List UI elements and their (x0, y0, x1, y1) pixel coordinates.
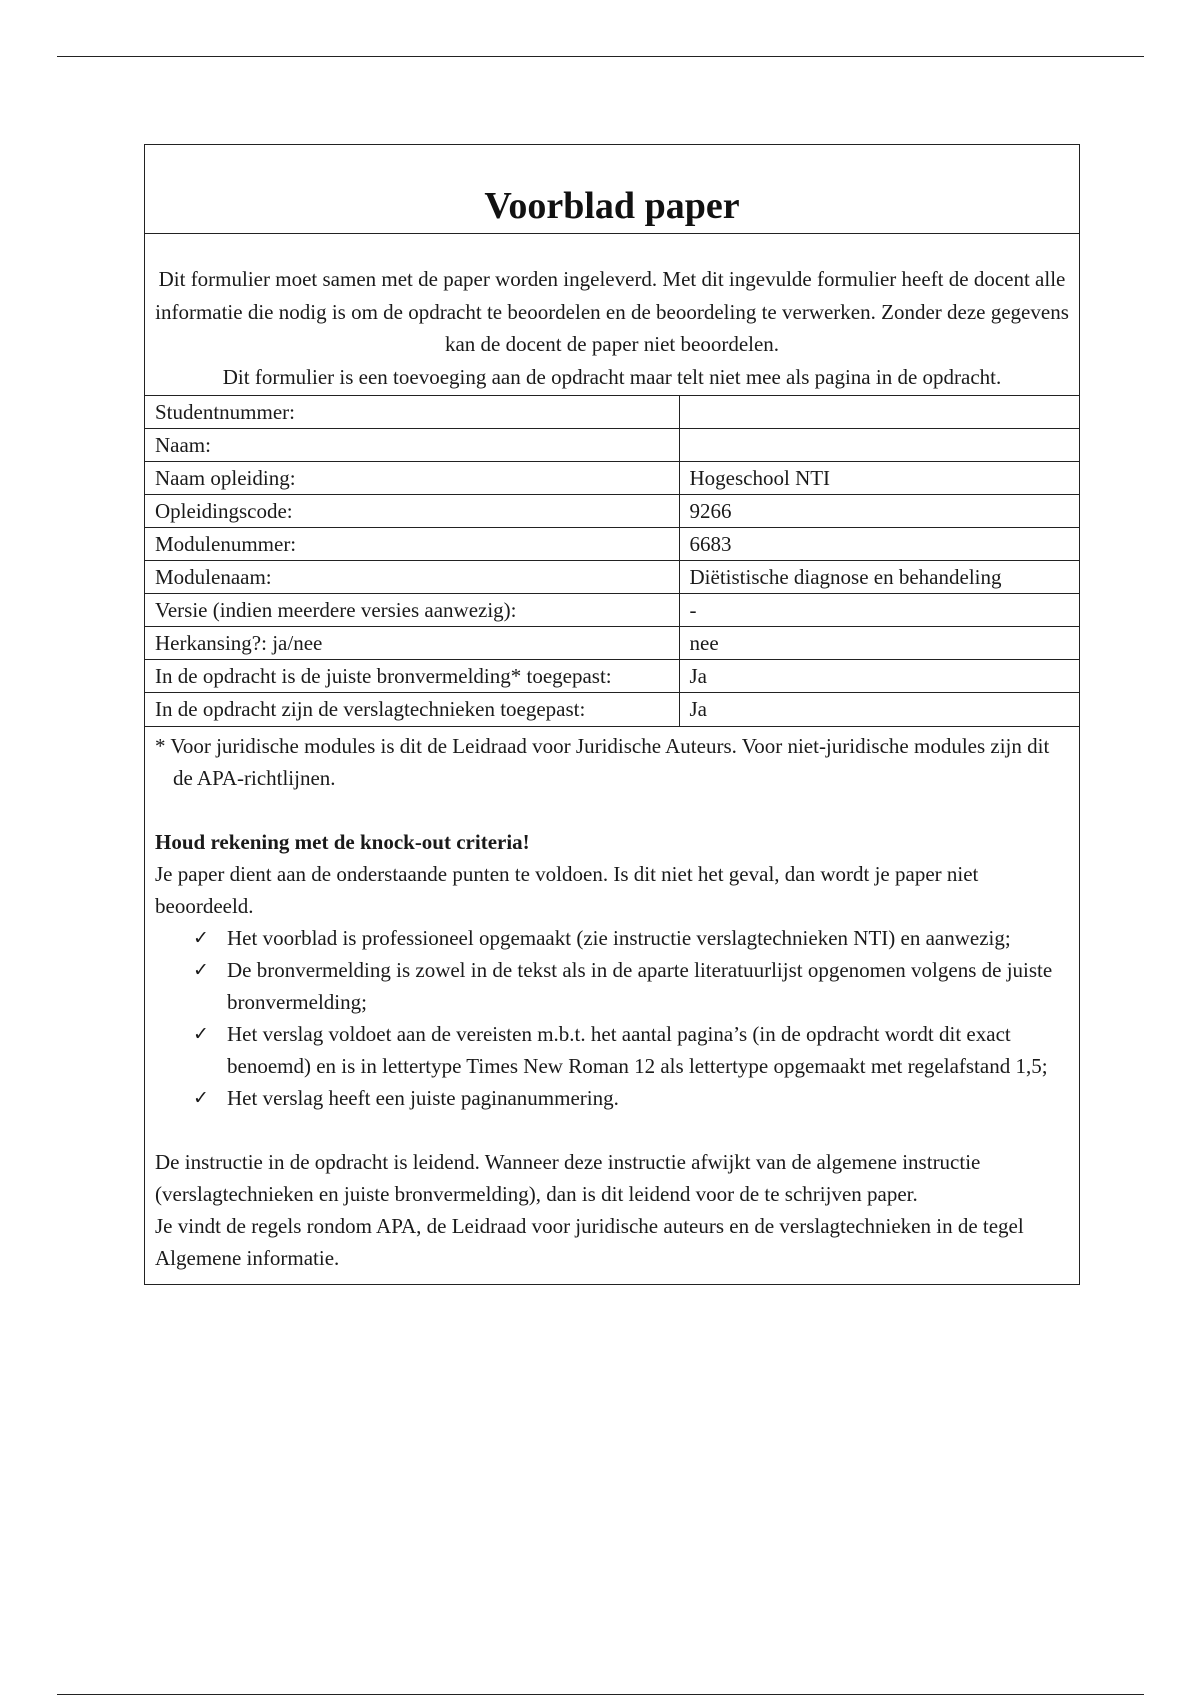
checkmark-icon: ✓ (193, 1086, 209, 1109)
table-row (145, 627, 1079, 660)
list-item (193, 922, 1069, 954)
checkmark-icon: ✓ (193, 926, 209, 949)
intro-text (145, 234, 1079, 393)
field-value-studentnummer[interactable] (679, 396, 1079, 429)
table-row (145, 396, 1079, 429)
field-value-modulenummer: 6683 (679, 528, 1079, 561)
closing-paragraph-1: De instructie in de opdracht is leidend. Wanneer deze instructie afwijkt van de algemene instructie (verslagtechnieken en juiste bronvermelding), dan is dit leidend voor de te schrijven paper. (155, 1149, 981, 1206)
knockout-criteria-list (155, 922, 1069, 1114)
knockout-intro: Je paper dient aan de onderstaande punten te voldoen. Is dit niet het geval, dan wordt je paper niet beoordeeld. (155, 861, 979, 918)
table-row (145, 561, 1079, 594)
footer-rule (57, 1694, 1144, 1695)
field-label-naam: Naam: (145, 429, 679, 462)
list-item (193, 1018, 1069, 1082)
field-value-opleidingscode: 9266 (679, 495, 1079, 528)
fields-table (145, 395, 1079, 726)
table-row (145, 495, 1079, 528)
page-title: Voorblad paper (484, 185, 740, 227)
field-value-herkansing: nee (679, 627, 1079, 660)
table-row (145, 660, 1079, 693)
field-label-modulenaam: Modulenaam: (145, 561, 679, 594)
table-row (145, 462, 1079, 495)
field-value-naam-opleiding: Hogeschool NTI (679, 462, 1079, 495)
field-label-opleidingscode: Opleidingscode: (145, 495, 679, 528)
field-label-verslagtechnieken: In de opdracht zijn de verslagtechnieken toegepast: (145, 693, 679, 726)
footnote: * Voor juridische modules is dit de Leidraad voor Juridische Auteurs. Voor niet-juridische modules zijn dit de APA-richtlijnen. (155, 733, 1050, 790)
criterion-text: Het verslag voldoet aan de vereisten m.b.t. het aantal pagina’s (in de opdracht wordt dit exact benoemd) en is in lettertype Times New Roman 12 als lettertype opgemaakt met regelafstand 1,5; (227, 1021, 1048, 1078)
checkmark-icon: ✓ (193, 1022, 209, 1045)
criterion-text: Het voorblad is professioneel opgemaakt (zie instructie verslagtechnieken NTI) en aanwezig; (227, 925, 1011, 950)
list-item (193, 954, 1069, 1018)
notes-section (145, 726, 1079, 1284)
cover-form (144, 144, 1080, 1285)
field-value-naam[interactable] (679, 429, 1079, 462)
closing-paragraph-2: Je vindt de regels rondom APA, de Leidraad voor juridische auteurs en de verslagtechnieken in de tegel Algemene informatie. (155, 1213, 1024, 1270)
field-label-versie: Versie (indien meerdere versies aanwezig): (145, 594, 679, 627)
field-label-bronvermelding: In de opdracht is de juiste bronvermelding* toegepast: (145, 660, 679, 693)
field-label-modulenummer: Modulenummer: (145, 528, 679, 561)
header-rule (57, 56, 1144, 57)
criterion-text: Het verslag heeft een juiste paginanummering. (227, 1085, 619, 1110)
field-label-studentnummer: Studentnummer: (145, 396, 679, 429)
intro-paragraph-1: Dit formulier moet samen met de paper worden ingeleverd. Met dit ingevulde formulier heeft de docent alle informatie die nodig is om de opdracht te beoordelen en de beoordeling te verwerken. Zonder deze gegevens kan de docent de paper niet beoordelen. (155, 267, 1069, 356)
criterion-text: De bronvermelding is zowel in de tekst als in de aparte literatuurlijst opgenomen volgens de juiste bronvermelding; (227, 957, 1053, 1014)
table-row (145, 693, 1079, 726)
table-row (145, 528, 1079, 561)
field-label-naam-opleiding: Naam opleiding: (145, 462, 679, 495)
field-value-versie: - (679, 594, 1079, 627)
table-row (145, 429, 1079, 462)
title-row (145, 145, 1079, 234)
intro-paragraph-2: Dit formulier is een toevoeging aan de opdracht maar telt niet mee als pagina in de opdracht. (222, 364, 1002, 389)
field-label-herkansing: Herkansing?: ja/nee (145, 627, 679, 660)
field-value-bronvermelding: Ja (679, 660, 1079, 693)
knockout-heading: Houd rekening met de knock-out criteria! (155, 829, 530, 854)
table-row (145, 594, 1079, 627)
field-value-verslagtechnieken: Ja (679, 693, 1079, 726)
field-value-modulenaam: Diëtistische diagnose en behandeling (679, 561, 1079, 594)
list-item (193, 1082, 1069, 1114)
checkmark-icon: ✓ (193, 958, 209, 981)
